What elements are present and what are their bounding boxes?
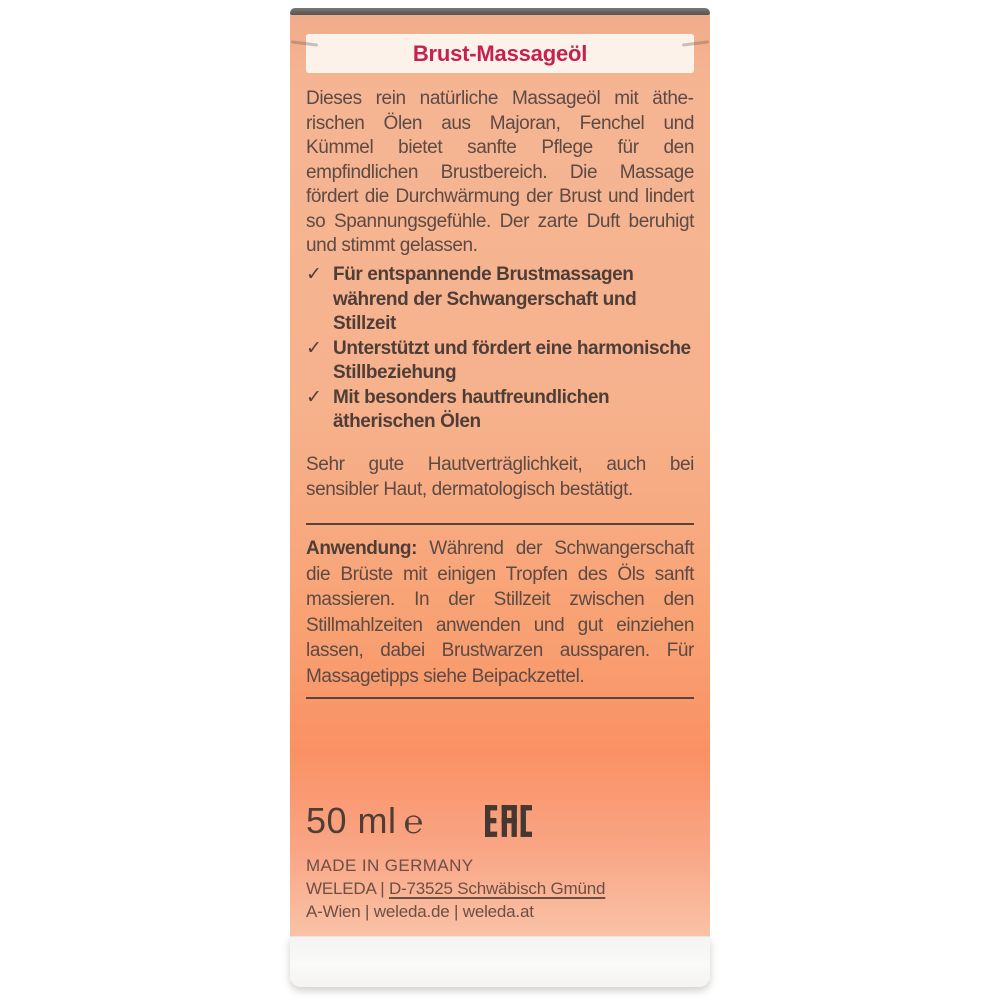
benefits-list: [306, 263, 694, 436]
separator: |: [380, 879, 385, 898]
product-box: [290, 8, 710, 987]
usage-text: Während der Schwangerschaft die Brüste mit einigen Tropfen des Öls sanft massieren. In der Stillzeit zwischen den Stillmahlzeiten anwenden und gut einziehen lassen, dabei Brustwarzen aussparen. Für Massagetipps siehe Beipackzettel.: [306, 538, 694, 687]
volume-row: [306, 798, 694, 844]
divider-line: [306, 697, 694, 699]
product-title-pill: [306, 34, 694, 73]
skin-tolerance-note: Sehr gute Hautverträglichkeit, auch bei sensibler Haut, dermatologisch bestätigt.: [306, 454, 694, 500]
made-in-label: MADE IN GERMANY: [306, 856, 474, 875]
estimated-sign: ℮: [403, 802, 424, 840]
benefit-text: Für entspannende Brustmassagen während der Schwangerschaft und Stillzeit: [333, 264, 637, 334]
volume-label: 50 ml: [306, 800, 397, 841]
product-description: Dieses rein natürliche Massageöl mit ätherischen Ölen aus Majoran, Fenchel und Kümmel bietet sanfte Pflege für den empfindlichen Brustbereich. Die Massage fördert die Durchwärmung der Brust und lindert so Spannungsgefühle. Der zarte Duft beruhigt und stimmt gelassen.: [306, 88, 694, 256]
box-back-panel: [290, 15, 710, 936]
benefit-text: Unterstützt und fördert eine harmonische Stillbeziehung: [333, 337, 691, 383]
brand-name: WELEDA: [306, 879, 376, 898]
checkmark-icon: ✓: [306, 386, 322, 408]
manufacturer-line: [306, 877, 694, 900]
footer-links-line: A-Wien | weleda.de | weleda.at: [306, 902, 534, 921]
benefit-item: [306, 337, 694, 386]
benefit-item: [306, 263, 694, 337]
product-title: Brust-Massageöl: [412, 40, 588, 66]
divider-line: [306, 523, 694, 525]
benefit-item: [306, 386, 694, 435]
box-top-edge: [290, 8, 710, 15]
checkmark-icon: ✓: [306, 337, 322, 359]
manufacturer-address: D-73525 Schwäbisch Gmünd: [388, 879, 606, 898]
usage-label: Anwendung:: [306, 538, 418, 559]
eac-logo: [485, 801, 532, 841]
box-bottom-flap: [290, 936, 710, 987]
usage-instructions: [306, 536, 694, 692]
benefit-text: Mit besonders hautfreundlichen ätherischen Ölen: [333, 386, 610, 432]
checkmark-icon: ✓: [306, 264, 322, 285]
